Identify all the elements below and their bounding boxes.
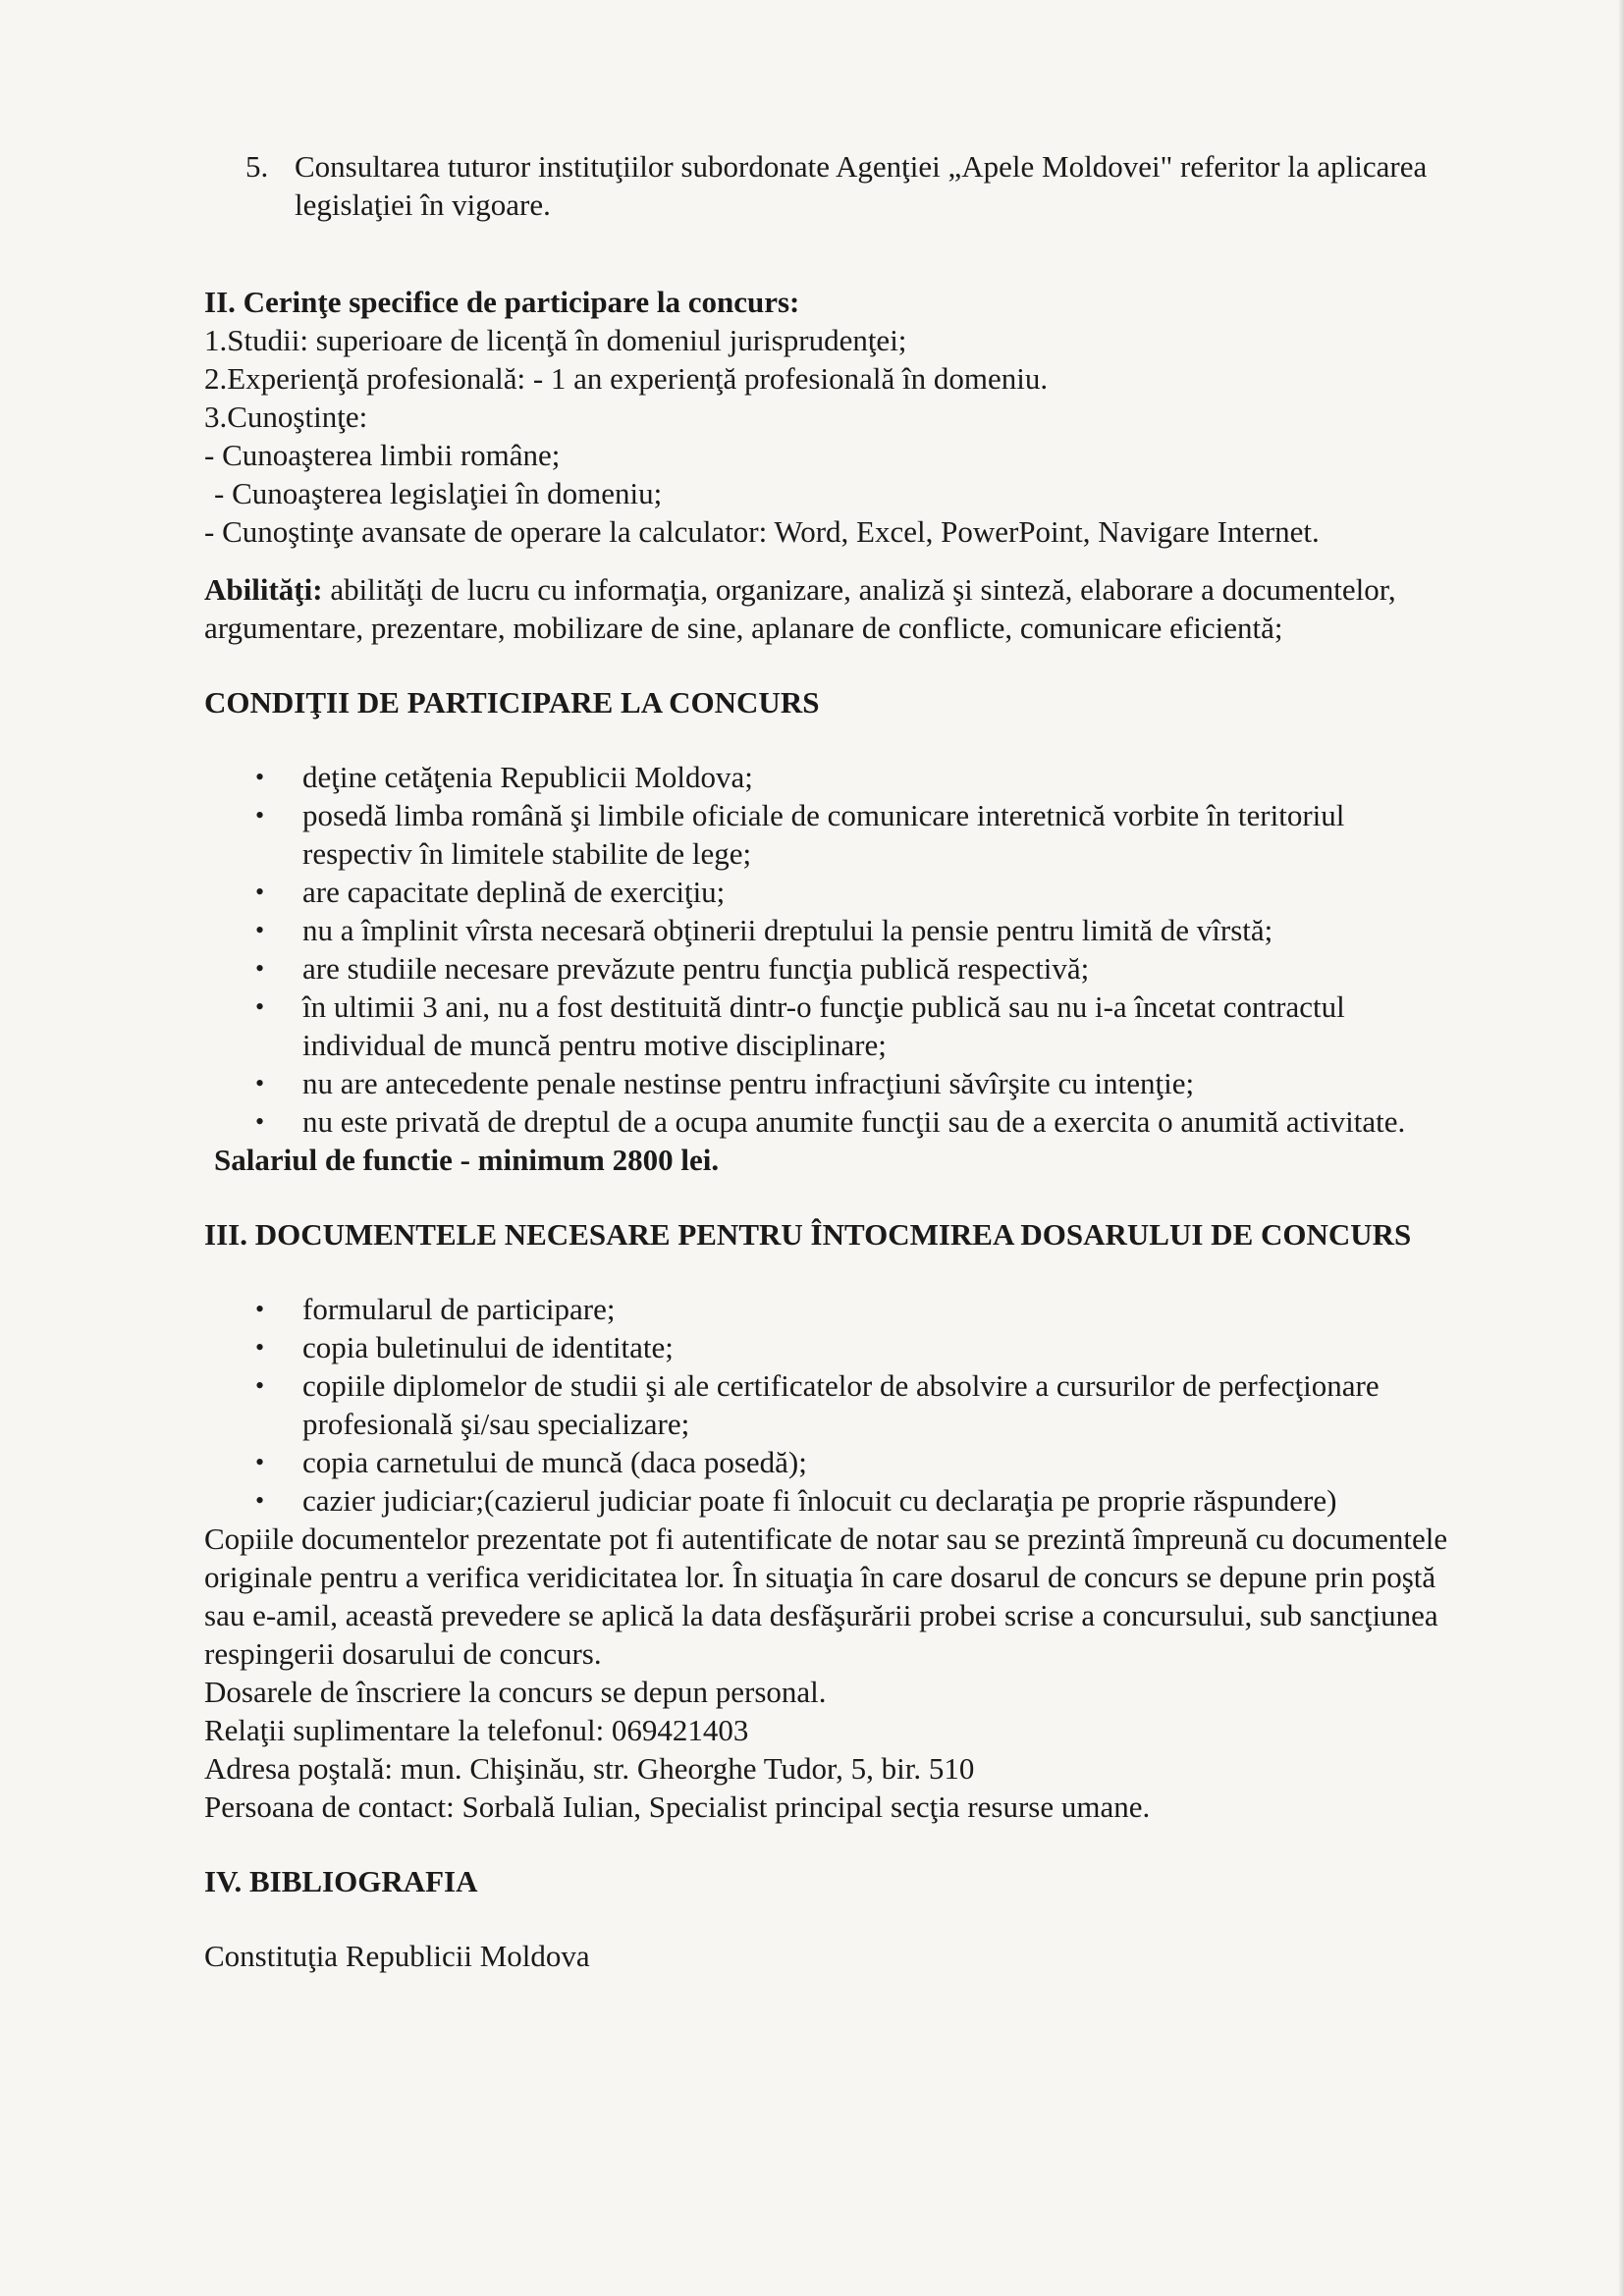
list-item: • formularul de participare; <box>255 1292 616 1326</box>
bullet-icon: • <box>255 1107 265 1136</box>
conditions-list <box>204 758 1481 1141</box>
section-3-heading: III. DOCUMENTELE NECESARE PENTRU ÎNTOCMIREA DOSARULUI DE CONCURS <box>204 1217 1412 1252</box>
section-2 <box>204 283 1481 551</box>
requirement-line: 1.Studii: superioare de licenţă în domeniul jurisprudenţei; <box>204 323 907 357</box>
list-item: • nu a împlinit vîrsta necesară obţinerii dreptului la pensie pentru limită de vîrstă; <box>255 913 1273 947</box>
requirement-line: - Cunoaşterea limbii române; <box>204 438 561 472</box>
bullet-icon: • <box>255 1371 265 1400</box>
document-body <box>204 147 1481 1975</box>
section-2-heading: II. Cerinţe specifice de participare la concurs: <box>204 285 800 319</box>
requirement-line: 3.Cunoştinţe: <box>204 400 368 434</box>
section-4 <box>204 1862 1481 1975</box>
list-item: • nu are antecedente penale nestinse pentru infracţiuni săvîrşite cu intenţie; <box>255 1066 1195 1100</box>
documents-list <box>204 1290 1481 1520</box>
abilities-text: abilităţi de lucru cu informaţia, organizare, analiză şi sinteză, elaborare a documentelor, argumentare, prezentare, mobilizare de sine, aplanare de conflicte, comunicare eficientă; <box>204 572 1396 645</box>
address-line: Adresa poştală: mun. Chişinău, str. Gheorghe Tudor, 5, bir. 510 <box>204 1751 975 1786</box>
scan-edge-shadow <box>1618 0 1624 2296</box>
bullet-icon: • <box>255 763 265 791</box>
list-item: • are capacitate deplină de exerciţiu; <box>255 875 726 909</box>
list-item: • posedă limba română şi limbile oficiale de comunicare interetnică vorbite în teritoriul respectiv în limitele stabilite de lege; <box>255 798 1345 871</box>
abilities-label: Abilităţi: <box>204 572 323 607</box>
requirement-line: - Cunoaşterea legislaţiei în domeniu; <box>214 476 663 510</box>
requirement-line: - Cunoştinţe avansate de operare la calculator: Word, Excel, PowerPoint, Navigare Internet. <box>204 514 1320 549</box>
list-item: • deţine cetăţenia Republicii Moldova; <box>255 760 753 794</box>
list-item: • are studiile necesare prevăzute pentru funcţia publică respectivă; <box>255 951 1090 986</box>
bullet-icon: • <box>255 1448 265 1476</box>
bibliography-item: Constituţia Republicii Moldova <box>204 1939 590 1973</box>
abilities-paragraph <box>204 570 1481 647</box>
conditions-section <box>204 683 1481 1179</box>
bullet-icon: • <box>255 1486 265 1515</box>
bullet-icon: • <box>255 954 265 983</box>
salary-line: Salariul de functie - minimum 2800 lei. <box>214 1143 720 1177</box>
requirement-line: 2.Experienţă profesională: - 1 an experienţă profesională în domeniu. <box>204 361 1049 396</box>
list-item: • copia carnetului de muncă (daca posedă); <box>255 1445 807 1479</box>
bullet-icon: • <box>255 992 265 1021</box>
bullet-icon: • <box>255 1333 265 1362</box>
documents-paragraph: Copiile documentelor prezentate pot fi autentificate de notar sau se prezintă împreună cu documentele originale pentru a verifica veridicitatea lor. În situaţia în care dosarul de concurs se depune prin poştă sau e-amil, această prevedere se aplică la data desfăşurării probei scrise a concursului, sub sancţiunea respingerii dosarului de concurs. <box>204 1522 1448 1671</box>
phone-line: Relaţii suplimentare la telefonul: 069421403 <box>204 1713 749 1747</box>
section-4-heading: IV. BIBLIOGRAFIA <box>204 1864 478 1898</box>
list-item: • în ultimii 3 ani, nu a fost destituită dintr-o funcţie publică sau nu i-a încetat contractul individual de muncă pentru motive disciplinare; <box>255 989 1345 1062</box>
bullet-icon: • <box>255 916 265 944</box>
section-3 <box>204 1215 1481 1826</box>
list-item: • cazier judiciar;(cazierul judiciar poate fi înlocuit cu declaraţia pe proprie răspundere) <box>255 1483 1337 1518</box>
list-item: • copiile diplomelor de studii şi ale certificatelor de absolvire a cursurilor de perfecţionare profesională şi/sau specializare; <box>255 1368 1380 1441</box>
list-item-5 <box>245 147 1481 224</box>
contact-line: Persoana de contact: Sorbală Iulian, Specialist principal secţia resurse umane. <box>204 1789 1151 1824</box>
info-line: Dosarele de înscriere la concurs se depun personal. <box>204 1675 827 1709</box>
conditions-heading: CONDIŢII DE PARTICIPARE LA CONCURS <box>204 685 820 720</box>
list-item: • copia buletinului de identitate; <box>255 1330 674 1364</box>
item-number: 5. <box>245 149 269 184</box>
list-item: • nu este privată de dreptul de a ocupa anumite funcţii sau de a exercita o anumită activitate. <box>255 1104 1406 1139</box>
bullet-icon: • <box>255 878 265 906</box>
bullet-icon: • <box>255 1295 265 1323</box>
bullet-icon: • <box>255 1069 265 1097</box>
bullet-icon: • <box>255 801 265 829</box>
item-text: Consultarea tuturor instituţiilor subordonate Agenţiei „Apele Moldovei" referitor la aplicarea legislaţiei în vigoare. <box>295 149 1428 222</box>
